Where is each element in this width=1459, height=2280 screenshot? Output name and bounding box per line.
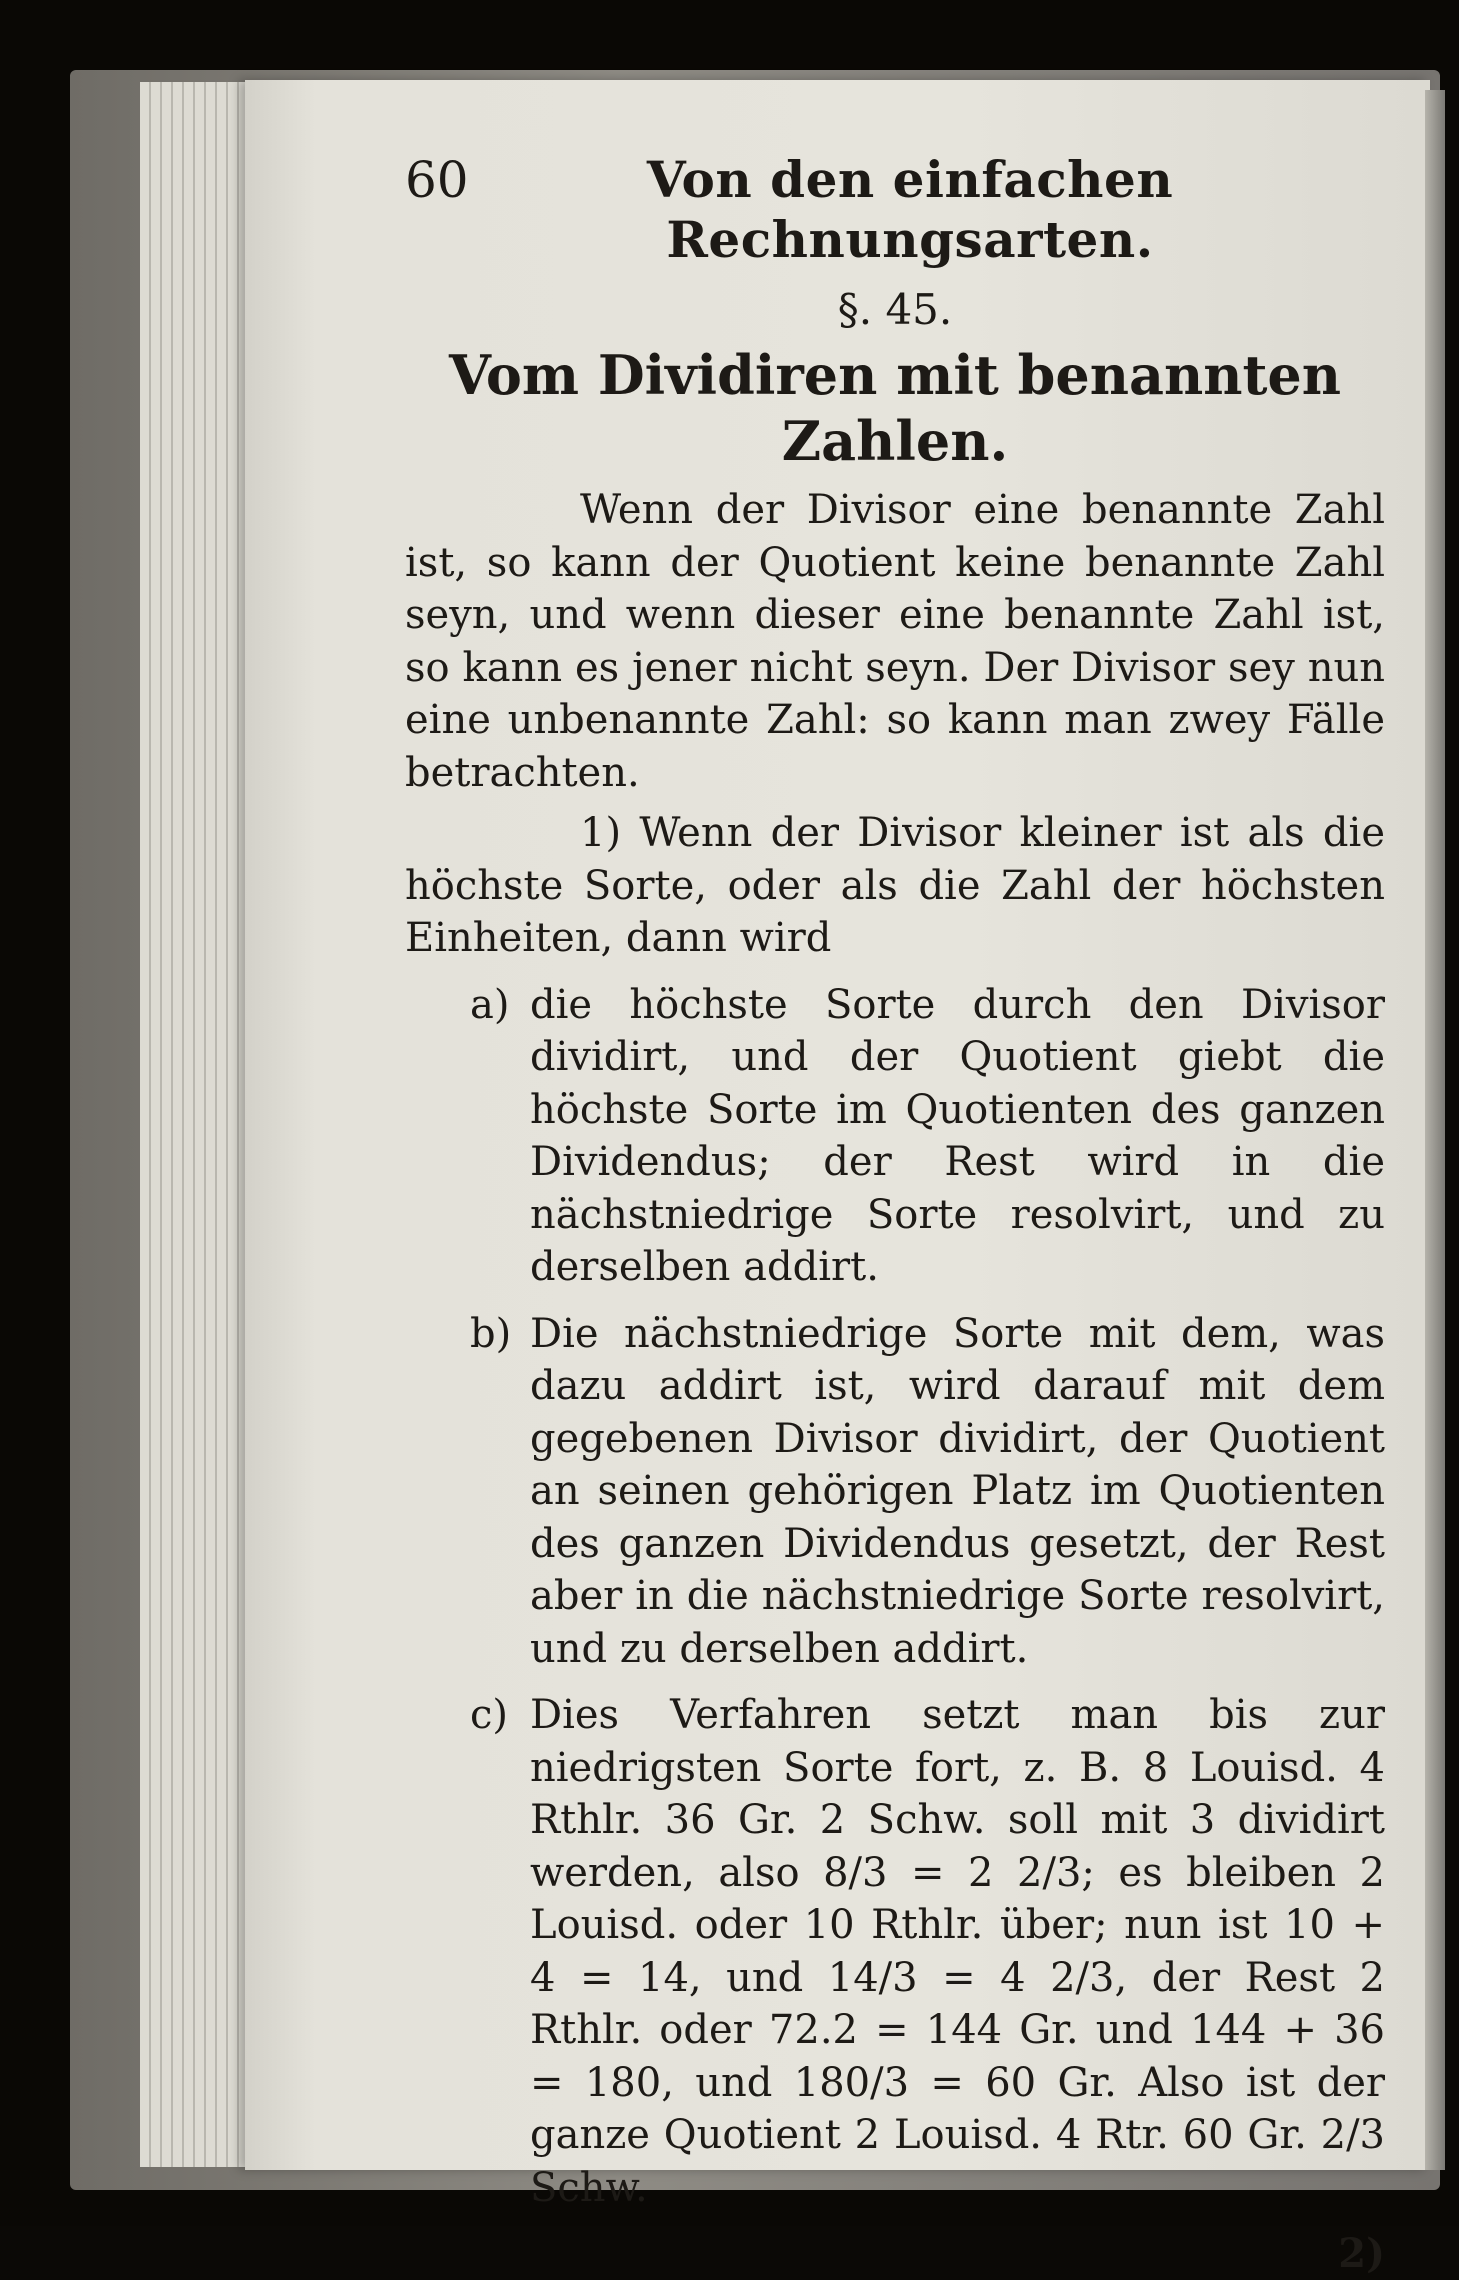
case-list: [405, 979, 1385, 2215]
book-gutter: [1425, 90, 1445, 2170]
section-title: Vom Dividiren mit benannten Zahlen.: [448, 343, 1342, 473]
list-item-text: Die nächstniedrige Sorte mit dem, was dazu addirt ist, wird darauf mit dem gegebenen Divisor dividirt, der Quotient an seinen gehörigen Platz im Quotienten des ganzen Dividendus gesetzt, der Rest aber in die nächstniedrige Sorte resolvirt, und zu derselben addirt.: [530, 1310, 1385, 1672]
list-marker: a): [470, 981, 510, 1028]
intro-paragraph: Wenn der Divisor eine benannte Zahl ist, so kann der Quotient keine benannte Zahl seyn, und wenn dieser eine benannte Zahl ist, so kann es jener nicht seyn. Der Divisor sey nun eine unbenannte Zahl: so kann man zwey Fälle betrachten.: [405, 487, 1385, 796]
list-item: [405, 1308, 1385, 1676]
list-marker: c): [470, 1692, 509, 1738]
list-marker: b): [470, 1310, 512, 1357]
catchword: 2): [1338, 2230, 1385, 2277]
running-title: Von den einfachen Rechnungsarten.: [646, 150, 1174, 269]
section-number: §. 45.: [837, 285, 953, 334]
page-number: 60: [405, 151, 469, 209]
list-item-text: die höchste Sorte durch den Divisor dividirt, und der Quotient giebt die höchste Sorte im Quotienten des ganzen Dividendus; der Rest wird in die nächstniedrige Sorte resolvirt, und zu derselben addirt.: [530, 981, 1385, 1290]
case-1-paragraph: 1) Wenn der Divisor kleiner ist als die höchste Sorte, oder als die Zahl der höchsten Einheiten, dann wird: [405, 810, 1385, 961]
list-item: [405, 1689, 1385, 2214]
list-item-text: Dies Verfahren setzt man bis zur niedrigsten Sorte fort, z. B. 8 Louisd. 4 Rthlr. 36 Gr. 2 Schw. soll mit 3 dividirt werden, also 8/3 = 2 2/3; es bleiben 2 Louisd. oder 10 Rthlr. über; nun ist 10 + 4 = 14, und 14/3 = 4 2/3, der Rest 2 Rthlr. oder 72.2 = 144 Gr. und 144 + 36 = 180, und 180/3 = 60 Gr. Also ist der ganze Quotient 2 Louisd. 4 Rtr. 60 Gr. 2/3 Schw.: [530, 1692, 1385, 2211]
running-head: [405, 150, 1385, 270]
list-item: [405, 979, 1385, 1294]
page-text: [405, 150, 1385, 2280]
